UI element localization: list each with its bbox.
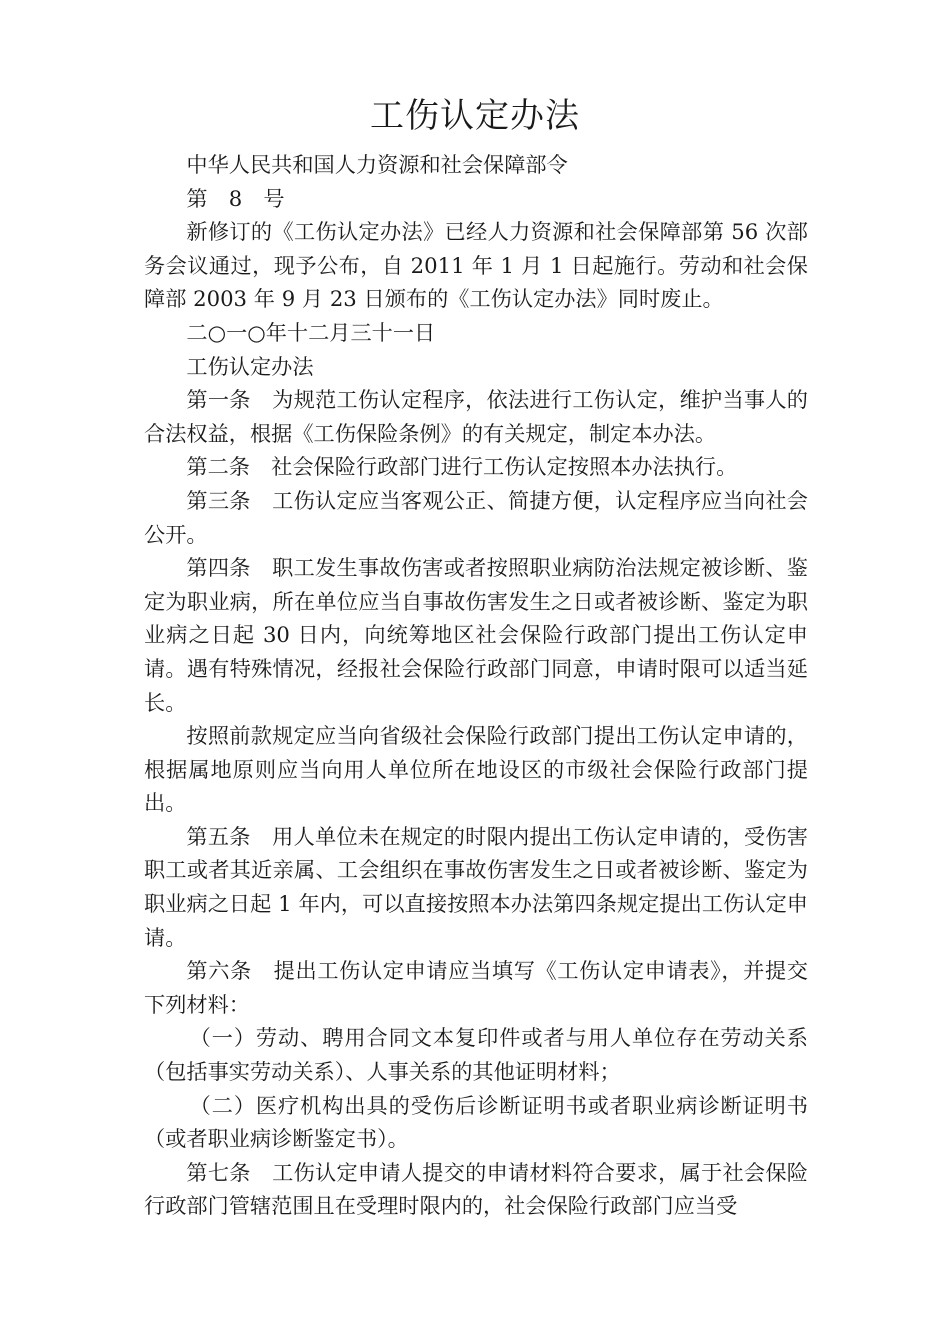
article-4: 第四条 职工发生事故伤害或者按照职业病防治法规定被诊断、鉴定为职业病，所在单位应当自事故伤害发生之日或者被诊断、鉴定为职业病之日起 30 日内，向统筹地区社会保险行政部门提出工伤认定申请。遇有特殊情况，经报社会保险行政部门同意，申请时限可以适当延长。 <box>144 555 808 715</box>
article-6-item-1: （一）劳动、聘用合同文本复印件或者与用人单位存在劳动关系（包括事实劳动关系）、人事关系的其他证明材料； <box>144 1025 808 1085</box>
order-number: 第 8 号 <box>186 185 285 211</box>
regulation-subtitle: 工伤认定办法 <box>186 353 314 379</box>
article-4-clause-2: 按照前款规定应当向省级社会保险行政部门提出工伤认定申请的，根据属地原则应当向用人单位所在地设区的市级社会保险行政部门提出。 <box>144 723 808 816</box>
article-3: 第三条 工伤认定应当客观公正、简捷方便，认定程序应当向社会公开。 <box>144 487 808 547</box>
article-6-item-2: （二）医疗机构出具的受伤后诊断证明书或者职业病诊断证明书（或者职业病诊断鉴定书）。 <box>144 1092 808 1152</box>
article-5: 第五条 用人单位未在规定的时限内提出工伤认定申请的，受伤害职工或者其近亲属、工会组织在事故伤害发生之日或者被诊断、鉴定为职业病之日起 1 年内，可以直接按照本办法第四条规定提出工伤认定申请。 <box>144 823 808 950</box>
article-1: 第一条 为规范工伤认定程序，依法进行工伤认定，维护当事人的合法权益，根据《工伤保险条例》的有关规定，制定本办法。 <box>144 387 808 446</box>
issue-date: 二○一○年十二月三十一日 <box>186 319 436 345</box>
article-6: 第六条 提出工伤认定申请应当填写《工伤认定申请表》，并提交下列材料： <box>144 958 808 1017</box>
article-7: 第七条 工伤认定申请人提交的申请材料符合要求，属于社会保险行政部门管辖范围且在受理时限内的，社会保险行政部门应当受 <box>144 1159 808 1219</box>
article-2: 第二条 社会保险行政部门进行工伤认定按照本办法执行。 <box>186 454 738 480</box>
announcement-paragraph: 新修订的《工伤认定办法》已经人力资源和社会保障部第 56 次部务会议通过，现予公布，自 2011 年 1 月 1 日起施行。劳动和社会保障部 2003 年 9 月 23 日颁布的《工伤认定办法》同时废止。 <box>144 219 808 312</box>
issuer-line: 中华人民共和国人力资源和社会保障部令 <box>186 152 568 177</box>
document-title: 工伤认定办法 <box>370 96 580 136</box>
document-body <box>144 148 808 1223</box>
